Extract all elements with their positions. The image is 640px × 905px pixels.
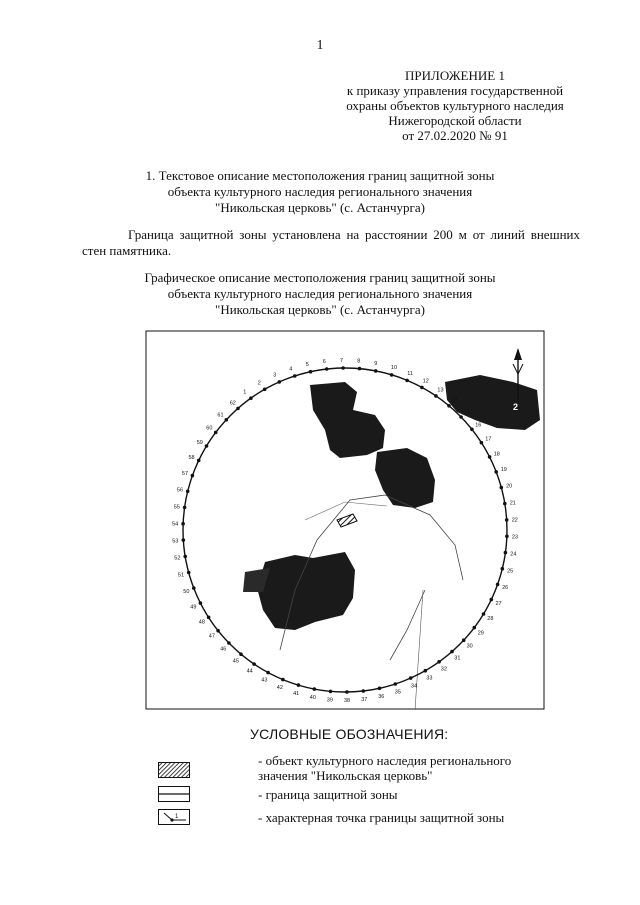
boundary-point [191,474,195,478]
boundary-point-label: 26 [502,585,509,592]
svg-text:1: 1 [175,814,179,820]
boundary-point [409,676,413,680]
boundary-point-label: 24 [510,551,517,558]
boundary-point [473,626,477,630]
characteristic-point-icon [158,809,190,825]
boundary-point [293,374,297,378]
legend-label: - характерная точка границы защитной зоны [258,810,505,825]
boundary-point-label: 34 [410,683,418,690]
boundary-point [183,555,187,559]
boundary-point [278,380,282,384]
boundary-point-label: 20 [506,483,513,490]
boundary-point-label: 28 [487,616,494,623]
boundary-point [252,662,256,666]
boundary-point [378,687,382,691]
boundary-point [309,370,313,374]
boundary-point [482,612,486,616]
boundary-point-label: 50 [183,588,190,595]
boundary-point [266,671,270,675]
boundary-point [450,650,454,654]
boundary-point-label: 22 [511,517,518,524]
boundary-point [345,690,349,694]
boundary-point-label: 5 [305,361,309,368]
boundary-point-label: 48 [198,619,205,626]
boundary-point-label: 39 [326,697,333,704]
boundary-point [183,506,187,510]
boundary-point-label: 18 [493,451,500,458]
section-1-heading [80,168,560,216]
boundary-point-label: 55 [173,504,180,511]
boundary-point [192,586,196,590]
appendix-title: ПРИЛОЖЕНИЕ 1 [405,68,505,83]
boundary-point-label: 36 [378,694,385,701]
boundary-point [424,669,428,673]
boundary-point [187,571,191,575]
boundary-point-label: 12 [422,378,429,385]
legend-item-cultural-object [258,753,511,783]
boundary-point [358,367,362,371]
boundary-point-label: 53 [172,538,179,545]
corner-label: 2 [513,402,519,412]
boundary-point-label: 3 [273,372,277,379]
zone-map-svg [145,330,545,710]
heading-line: Графическое описание местоположения границ защитной зоны [144,270,496,285]
boundary-point [214,431,218,435]
boundary-point-label: 27 [495,601,502,607]
boundary-point-label: 61 [217,412,224,419]
boundary-point [505,518,509,522]
boundary-point-label: 9 [374,361,378,368]
legend-item-boundary [258,787,398,802]
heading-line: "Никольская церковь" (с. Астанчурга) [215,302,425,317]
boundary-point-label: 19 [500,467,507,474]
boundary-point [199,601,203,605]
boundary-point-label: 14 [451,397,458,404]
legend-title: УСЛОВНЫЕ ОБОЗНАЧЕНИЯ: [250,726,449,742]
boundary-point-label: 58 [188,455,195,461]
boundary-point-label: 38 [344,698,351,704]
boundary-point [374,369,378,373]
boundary-point-label: 46 [220,646,227,653]
boundary-point [207,616,211,620]
boundary-point-label: 44 [246,668,253,675]
boundary-point-label: 60 [206,425,213,432]
boundary-point [227,641,231,645]
heading-line: 1. Текстовое описание местоположения границ защитной зоны [145,168,495,183]
appendix-line: к приказу управления государственной [346,83,564,98]
legend-label: - объект культурного наследия регионального [258,753,512,768]
boundary-point [505,535,509,539]
boundary-point [504,551,508,555]
boundary-point-label: 7 [340,358,344,364]
boundary-point-label: 2 [257,380,261,387]
zone-description-paragraph: Граница защитной зоны установлена на расстоянии 200 м от линий внешних стен памятника. [82,227,580,258]
boundary-point-label: 62 [229,400,236,407]
boundary-point-label: 1 [243,389,247,396]
boundary-line-icon [158,786,190,802]
hatched-rectangle-icon [158,762,190,778]
zone-map [145,330,545,710]
boundary-point-label: 31 [454,655,461,662]
boundary-point [341,366,345,370]
boundary-point [420,386,424,390]
appendix-line: охраны объектов культурного наследия [346,98,564,113]
boundary-point-label: 17 [485,436,492,443]
boundary-point [181,522,185,526]
boundary-point-label: 47 [208,633,215,640]
boundary-point-label: 23 [511,534,519,541]
boundary-point-label: 21 [509,500,516,507]
boundary-point [488,455,492,459]
boundary-point-label: 52 [174,555,181,562]
boundary-point-label: 41 [293,690,300,697]
legend-label: значения "Никольская церковь" [258,768,433,783]
boundary-point [503,502,507,506]
boundary-point [447,404,451,408]
boundary-point-label: 11 [407,371,413,377]
boundary-point-label: 45 [232,658,239,665]
boundary-point [313,687,317,691]
boundary-point-label: 54 [172,521,179,528]
boundary-point [205,444,209,448]
boundary-point [325,367,329,371]
boundary-point-label: 56 [176,487,184,494]
boundary-point [501,567,505,571]
boundary-point-label: 13 [437,387,444,394]
boundary-point [182,538,186,542]
boundary-point-label: 42 [276,685,283,691]
boundary-point [239,652,243,656]
appendix-block [330,68,580,143]
boundary-point-label: 35 [394,689,401,696]
boundary-point [437,660,441,664]
page-number: 1 [316,38,324,53]
legend-label: - граница защитной зоны [258,787,398,802]
boundary-point-label: 10 [390,365,398,372]
boundary-point-label: 25 [507,568,514,575]
boundary-point [281,678,285,682]
boundary-point [263,388,267,392]
boundary-point [494,470,498,474]
boundary-point-label: 33 [426,675,433,682]
boundary-point-label: 43 [261,677,268,684]
boundary-point-label: 30 [466,643,473,650]
boundary-point [462,638,466,642]
boundary-point [500,486,504,490]
boundary-point [470,428,474,432]
boundary-point-label: 29 [477,630,484,637]
boundary-point-label: 4 [289,366,293,373]
boundary-point [459,415,463,419]
boundary-point [249,396,253,400]
boundary-point [297,683,301,687]
boundary-point-label: 16 [475,422,482,429]
boundary-point-label: 37 [361,696,368,703]
boundary-point [197,459,201,463]
boundary-point-label: 8 [357,358,361,365]
boundary-point-label: 51 [177,572,185,579]
boundary-point-label: 15 [463,409,470,416]
heading-line: объекта культурного наследия регионального значения [167,184,473,199]
boundary-point [394,682,398,686]
heading-line: "Никольская церковь" (с. Астанчурга) [215,200,425,215]
boundary-point [490,598,494,602]
boundary-point [434,394,438,398]
boundary-point [480,441,484,445]
appendix-line: Нижегородской области [388,113,522,128]
section-2-heading [80,270,560,318]
boundary-point [225,418,229,422]
boundary-point-label: 40 [309,694,316,701]
boundary-point-label: 49 [190,604,197,611]
boundary-point [216,629,220,633]
boundary-point [405,379,409,383]
appendix-date: от 27.02.2020 № 91 [402,128,508,143]
boundary-point [186,490,190,494]
boundary-point-label: 32 [440,666,447,673]
boundary-point-label: 57 [181,470,189,477]
boundary-point [329,690,333,694]
legend-item-point [258,810,504,825]
boundary-point [236,407,240,411]
heading-line: объекта культурного наследия регионального значения [167,286,473,301]
boundary-point [362,689,366,693]
boundary-point-label: 59 [196,439,203,446]
boundary-point [390,373,394,377]
boundary-point [496,583,500,587]
boundary-point-label: 6 [322,359,326,366]
